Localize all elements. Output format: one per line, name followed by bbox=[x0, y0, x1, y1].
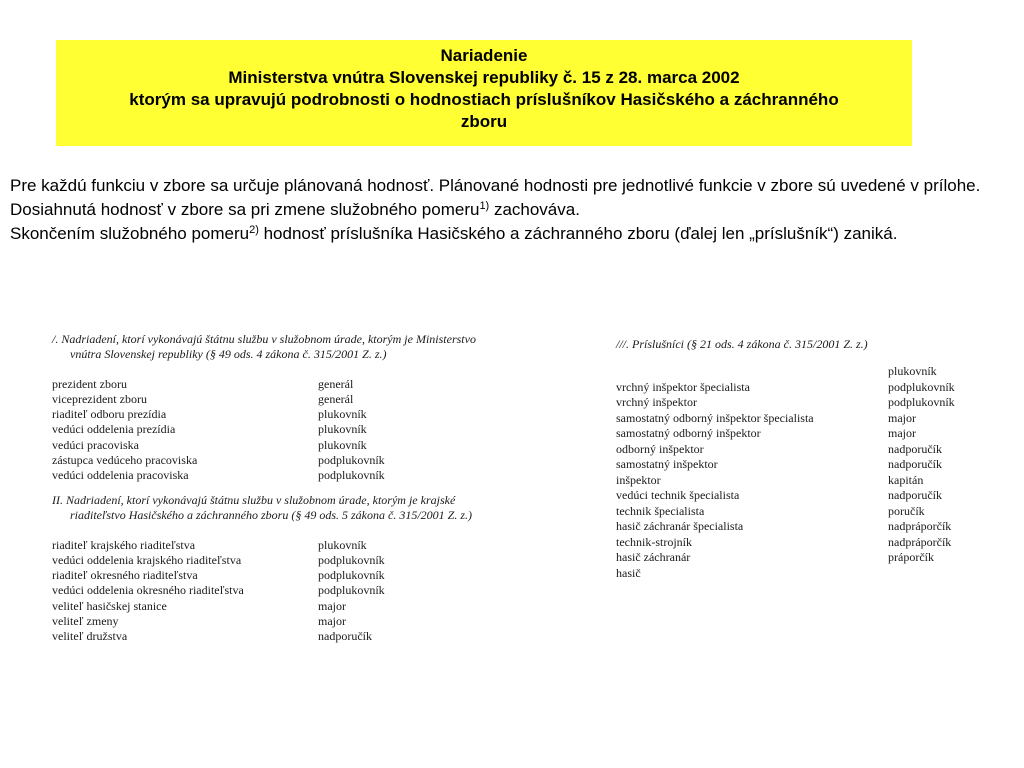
function-name: vrchný inšpektor špecialista bbox=[616, 379, 750, 394]
title-line-2: Ministerstva vnútra Slovenskej republiky č. 15 z 28. marca 2002 bbox=[228, 68, 740, 87]
rank-name: plukovník bbox=[318, 537, 367, 552]
table-row bbox=[616, 535, 976, 551]
table-row bbox=[52, 599, 552, 614]
function-name: vedúci oddelenia krajského riaditeľstva bbox=[52, 552, 242, 567]
function-name: vrchný inšpektor bbox=[616, 395, 697, 410]
rank-name: plukovník bbox=[318, 407, 367, 422]
section1-heading-line-1: /. Nadriadení, ktorí vykonávajú štátnu službu v služobnom úrade, ktorým je Ministerstvo bbox=[52, 332, 476, 346]
function-name: odborný inšpektor bbox=[616, 441, 704, 456]
function-name: veliteľ zmeny bbox=[52, 614, 119, 629]
function-name: veliteľ družstva bbox=[52, 629, 128, 644]
section-members bbox=[616, 337, 976, 581]
title-box bbox=[56, 40, 912, 146]
table-row bbox=[616, 426, 976, 442]
rank-name: generál bbox=[318, 376, 354, 391]
table-row bbox=[52, 453, 552, 468]
function-name: samostatný inšpektor bbox=[616, 457, 718, 472]
table-row bbox=[616, 411, 976, 427]
function-name: hasič záchranár bbox=[616, 550, 691, 565]
table-row bbox=[616, 364, 976, 380]
rank-name: nadpráporčík bbox=[888, 519, 952, 534]
rank-name: plukovník bbox=[318, 422, 367, 437]
rank-name: podplukovník bbox=[318, 453, 385, 468]
footnote-ref-2: 2) bbox=[249, 224, 259, 236]
function-name: riaditeľ odboru prezídia bbox=[52, 407, 167, 422]
intro-paragraph-3 bbox=[10, 222, 1010, 246]
intro-paragraph-2 bbox=[10, 198, 1010, 222]
rank-name: podplukovník bbox=[318, 468, 385, 483]
rank-name: poručík bbox=[888, 503, 925, 518]
intro-text bbox=[10, 174, 1010, 246]
intro-p3-text: Skončením služobného pomeru bbox=[10, 224, 250, 243]
title-line-4: zboru bbox=[460, 112, 508, 131]
table-row bbox=[616, 519, 976, 535]
table-row bbox=[616, 380, 976, 396]
rank-name: nadpráporčík bbox=[888, 534, 952, 549]
table-row bbox=[616, 442, 976, 458]
footnote-ref-1: 1) bbox=[479, 200, 490, 212]
intro-p2-end: zachováva. bbox=[489, 200, 580, 219]
rank-name: major bbox=[888, 410, 916, 425]
function-name: hasič bbox=[616, 565, 641, 580]
rank-name: nadporučík bbox=[888, 488, 942, 503]
function-name: prezident zboru bbox=[52, 376, 127, 391]
rank-name: podplukovník bbox=[318, 583, 385, 598]
function-name: vedúci pracoviska bbox=[52, 437, 139, 452]
table-row bbox=[52, 568, 552, 583]
rank-name: generál bbox=[318, 391, 354, 406]
table-row bbox=[616, 457, 976, 473]
table-row bbox=[616, 550, 976, 566]
rank-name: nadporučík bbox=[888, 457, 942, 472]
section2-heading-line-2: riaditeľstvo Hasičského a záchranného zboru (§ 49 ods. 5 zákona č. 315/2001 Z. z.) bbox=[70, 508, 473, 523]
rank-name: nadporučík bbox=[318, 629, 372, 644]
table-row bbox=[52, 377, 552, 392]
table-row bbox=[616, 488, 976, 504]
function-name: technik špecialista bbox=[616, 503, 705, 518]
intro-paragraph-1: Pre každú funkciu v zbore sa určuje plánovaná hodnosť. Plánované hodnosti pre jednotlivé funkcie v zbore sú uvedené v prílohe. bbox=[10, 176, 981, 195]
table-row bbox=[52, 407, 552, 422]
function-name: vedúci oddelenia prezídia bbox=[52, 422, 176, 437]
function-name: veliteľ hasičskej stanice bbox=[52, 598, 167, 613]
table-row bbox=[616, 395, 976, 411]
function-name: zástupca vedúceho pracoviska bbox=[52, 453, 198, 468]
function-name: riaditeľ okresného riaditeľstva bbox=[52, 568, 198, 583]
function-name: riaditeľ krajského riaditeľstva bbox=[52, 537, 196, 552]
rank-name: práporčík bbox=[888, 550, 934, 565]
table-row bbox=[52, 538, 552, 553]
rank-name: podplukovník bbox=[888, 395, 955, 410]
intro-p3-end: hodnosť príslušníka Hasičského a záchranného zboru (ďalej len „príslušník“) zaniká. bbox=[258, 224, 898, 243]
table-row bbox=[616, 566, 976, 582]
rank-name: plukovník bbox=[888, 364, 937, 379]
function-name: vedúci technik špecialista bbox=[616, 488, 740, 503]
section1-heading-line-2: vnútra Slovenskej republiky (§ 49 ods. 4 zákona č. 315/2001 Z. z.) bbox=[70, 347, 387, 362]
section3-heading: ///. Príslušníci (§ 21 ods. 4 zákona č. 315/2001 Z. z.) bbox=[616, 337, 868, 351]
function-name: vedúci oddelenia pracoviska bbox=[52, 468, 189, 483]
table-row bbox=[52, 629, 552, 644]
section2-heading-line-1: II. Nadriadení, ktorí vykonávajú štátnu službu v služobnom úrade, ktorým je krajské bbox=[52, 493, 456, 507]
rank-name: podplukovník bbox=[318, 568, 385, 583]
rank-name: major bbox=[318, 598, 346, 613]
table-row bbox=[52, 468, 552, 483]
function-name: hasič záchranár špecialista bbox=[616, 519, 744, 534]
title-line-3: ktorým sa upravujú podrobnosti o hodnostiach príslušníkov Hasičského a záchranného bbox=[129, 90, 839, 109]
rank-name: podplukovník bbox=[888, 379, 955, 394]
function-name: samostatný odborný inšpektor špecialista bbox=[616, 410, 814, 425]
rank-name: podplukovník bbox=[318, 552, 385, 567]
table-row bbox=[52, 583, 552, 598]
section-regional-superiors bbox=[52, 493, 552, 645]
intro-p2-text: Dosiahnutá hodnosť v zbore sa pri zmene služobného pomeru bbox=[10, 200, 480, 219]
function-name: technik-strojník bbox=[616, 534, 692, 549]
table-row bbox=[52, 614, 552, 629]
table-row bbox=[52, 392, 552, 407]
function-name: viceprezident zboru bbox=[52, 391, 147, 406]
table-row bbox=[52, 553, 552, 568]
function-name: samostatný odborný inšpektor bbox=[616, 426, 761, 441]
rank-name: nadporučík bbox=[888, 441, 942, 456]
table-row bbox=[52, 438, 552, 453]
rank-name: major bbox=[318, 614, 346, 629]
table-row bbox=[616, 473, 976, 489]
table-row bbox=[52, 422, 552, 437]
rank-name: plukovník bbox=[318, 437, 367, 452]
rank-name: kapitán bbox=[888, 472, 924, 487]
title-line-1: Nariadenie bbox=[440, 46, 528, 65]
rank-name: major bbox=[888, 426, 916, 441]
table-row bbox=[616, 504, 976, 520]
section-ministry-superiors bbox=[52, 332, 552, 484]
function-name: inšpektor bbox=[616, 472, 661, 487]
function-name: vedúci oddelenia okresného riaditeľstva bbox=[52, 583, 244, 598]
